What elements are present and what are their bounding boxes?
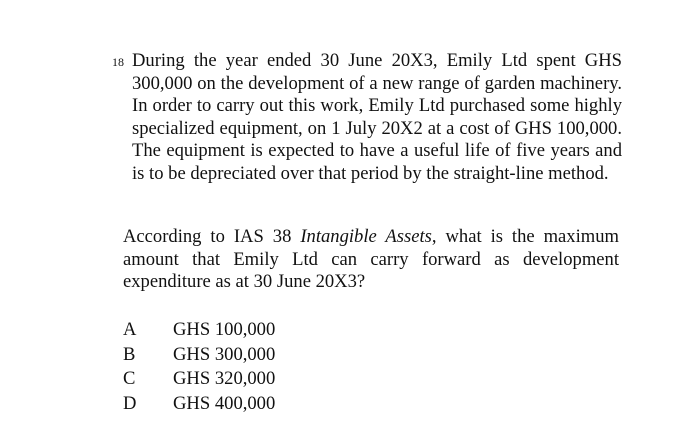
question-body: During the year ended 30 June 20X3, Emily Ltd spent GHS 300,000 on the development of a new range of garden machinery. In order to carry out this work, Emily Ltd purchased some highly specialized equipment, on 1 July 20X2 at a cost of GHS 100,000. The equipment is expected to have a useful life of five years and is to be depreciated over that period by the straight-line method.: [132, 50, 622, 184]
prompt-text-after: , what is the maximum amount that Emily Ltd can carry forward as development expenditure as at 30 June 20X3?: [123, 226, 619, 293]
option-letter: A: [123, 319, 137, 340]
question-number: 18: [112, 55, 124, 69]
option-b[interactable]: [123, 343, 423, 368]
prompt-text-before: According to IAS 38: [123, 226, 301, 247]
option-letter: D: [123, 392, 137, 414]
option-text: GHS 320,000: [173, 368, 276, 389]
option-letter: C: [123, 368, 136, 389]
option-c[interactable]: [123, 367, 423, 392]
option-text: GHS 100,000: [173, 319, 276, 340]
option-text: GHS 400,000: [173, 392, 276, 414]
standard-title: Intangible Assets: [300, 226, 432, 247]
option-letter: B: [123, 343, 136, 365]
question-block: [112, 50, 622, 186]
option-d[interactable]: [123, 392, 423, 417]
option-text: GHS 300,000: [173, 343, 276, 365]
question-prompt: [123, 226, 619, 294]
answer-options: [123, 318, 423, 416]
option-a[interactable]: [123, 318, 423, 343]
